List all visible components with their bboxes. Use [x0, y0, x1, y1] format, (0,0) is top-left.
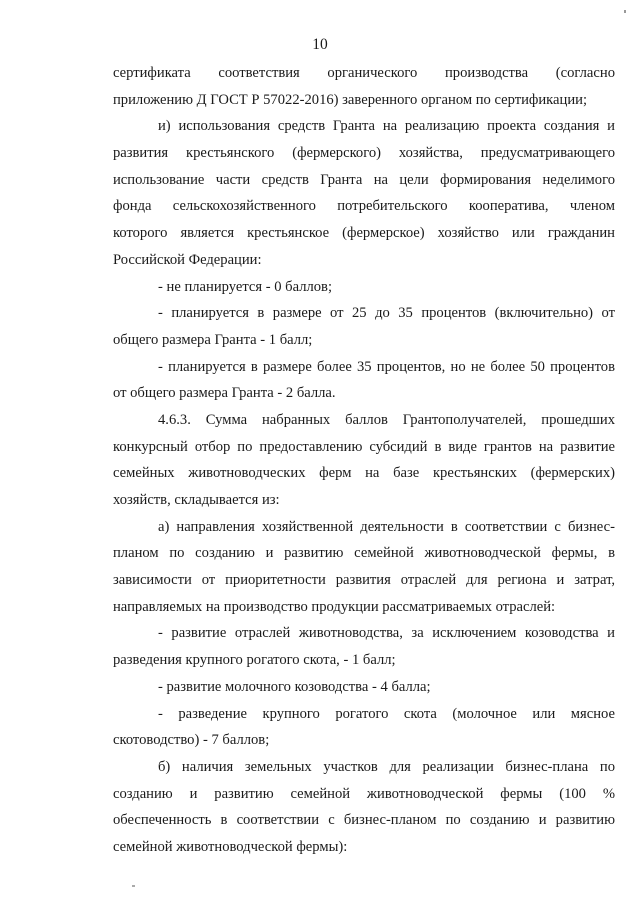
- text-line: конкурсный отбор по предоставлению субсидий в виде грантов на развитие: [113, 438, 615, 455]
- page-number: 10: [312, 36, 328, 53]
- text-line: 4.6.3. Сумма набранных баллов Грантополучателей, прошедших: [158, 411, 615, 428]
- text-line: обеспеченность в соответствии с бизнес-планом по созданию и развитию: [113, 812, 615, 829]
- scan-mark: [624, 10, 626, 13]
- text-line: общего размера Гранта - 1 балл;: [113, 331, 313, 348]
- text-line: которого является крестьянское (фермерское) хозяйство или гражданин: [113, 225, 615, 242]
- text-line: б) наличия земельных участков для реализации бизнес-плана по: [158, 758, 615, 775]
- text-line: семейных животноводческих ферм на базе крестьянских (фермерских): [113, 465, 615, 482]
- text-line: развития крестьянского (фермерского) хозяйства, предусматривающего: [113, 145, 615, 162]
- text-line: - планируется в размере более 35 процентов, но не более 50 процентов: [158, 358, 615, 375]
- text-line: а) направления хозяйственной деятельности в соответствии с бизнес-: [158, 518, 615, 535]
- text-line: приложению Д ГОСТ Р 57022-2016) заверенного органом по сертификации;: [113, 91, 587, 108]
- text-line: от общего размера Гранта - 2 балла.: [113, 385, 336, 402]
- text-line: - развитие отраслей животноводства, за исключением козоводства и: [158, 625, 615, 642]
- text-line: фонда сельскохозяйственного потребительского кооператива, членом: [113, 198, 615, 215]
- text-line: - планируется в размере от 25 до 35 процентов (включительно) от: [158, 305, 615, 322]
- text-line: - не планируется - 0 баллов;: [158, 278, 333, 295]
- text-line: зависимости от приоритетности развития отраслей для региона и затрат,: [113, 572, 615, 589]
- document-body: [113, 60, 615, 861]
- text-line: хозяйств, складывается из:: [113, 492, 280, 508]
- text-line: разведения крупного рогатого скота, - 1 балл;: [113, 652, 396, 669]
- text-line: семейной животноводческой фермы):: [113, 838, 348, 855]
- text-line: - развитие молочного козоводства - 4 балла;: [158, 678, 431, 695]
- text-line: использование части средств Гранта на цели формирования неделимого: [113, 171, 615, 188]
- text-line: скотоводство) - 7 баллов;: [113, 732, 270, 749]
- text-line: сертификата соответствия органического производства (согласно: [113, 65, 615, 81]
- text-line: и) использования средств Гранта на реализацию проекта создания и: [158, 118, 615, 135]
- scan-speck: [132, 885, 135, 887]
- text-line: направляемых на производство продукции рассматриваемых отраслей:: [113, 598, 556, 615]
- text-line: созданию и развитию семейной животноводческой фермы (100 %: [113, 785, 615, 802]
- text-line: планом по созданию и развитию семейной животноводческой фермы, в: [113, 545, 615, 562]
- text-line: Российской Федерации:: [113, 251, 262, 268]
- text-line: - разведение крупного рогатого скота (молочное или мясное: [158, 705, 615, 722]
